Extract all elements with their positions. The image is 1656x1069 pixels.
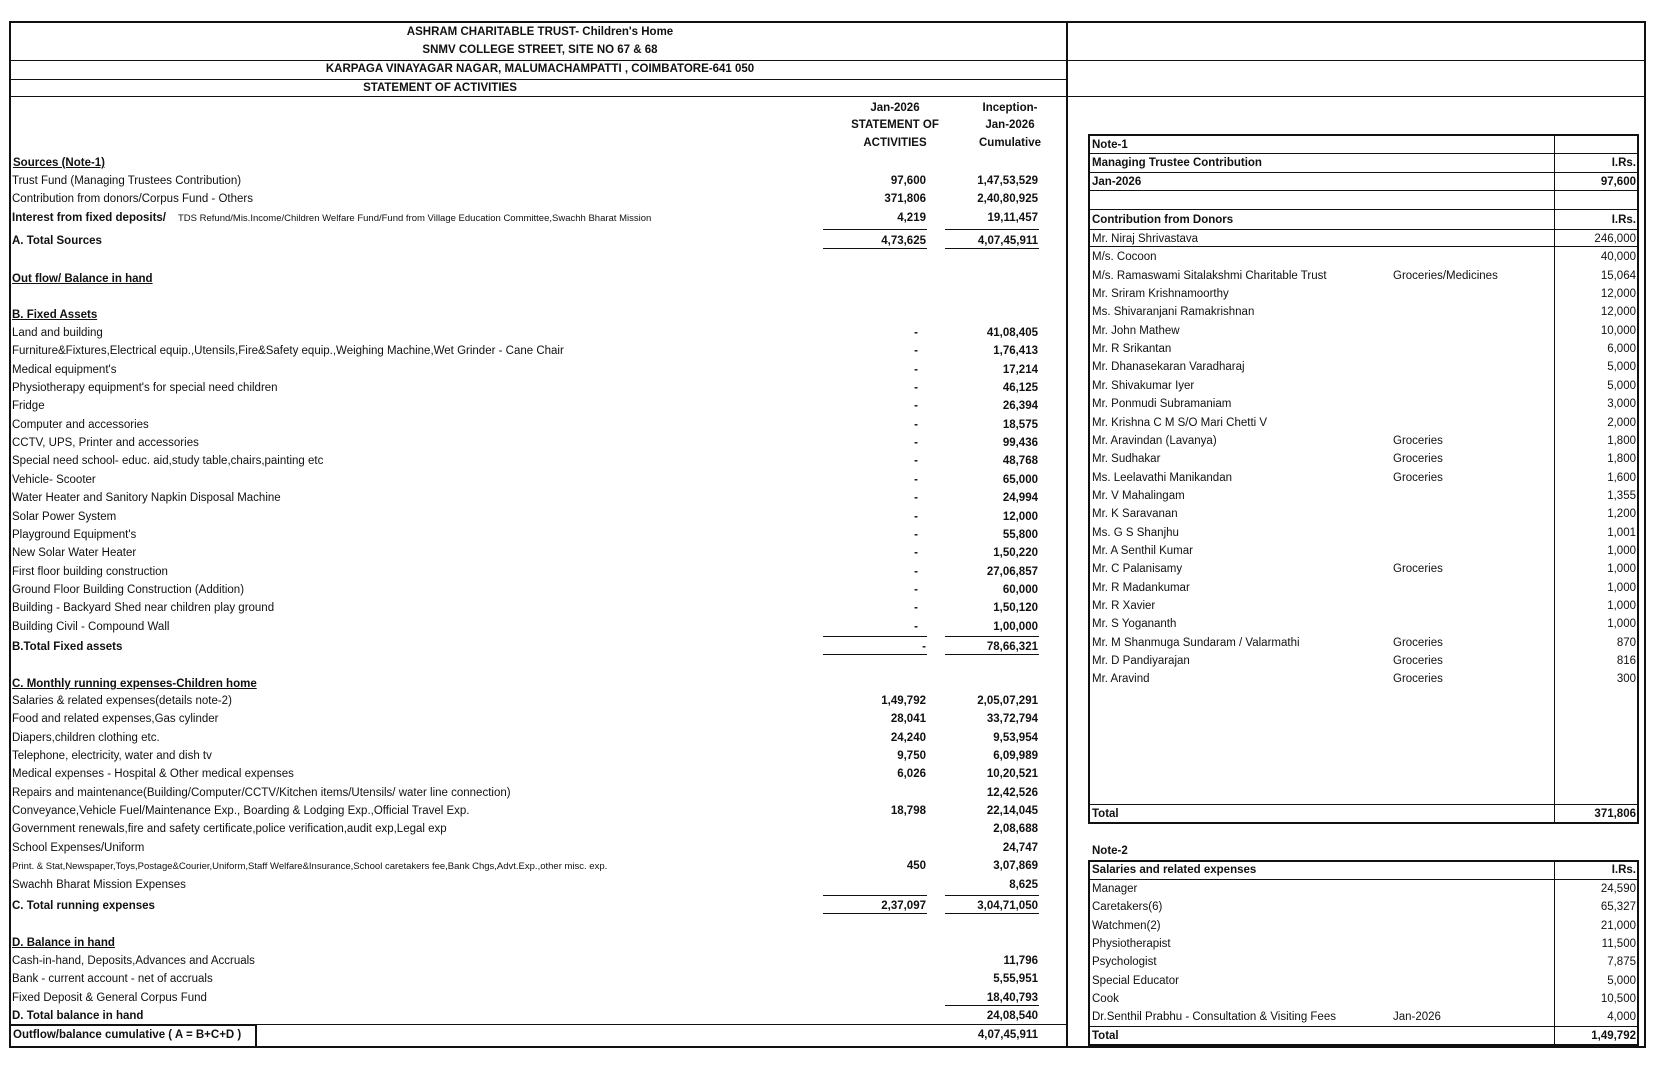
donor-name: Mr. M Shanmuga Sundaram / Valarmathi	[1092, 636, 1300, 649]
running-row-v1: 1,49,792	[881, 695, 926, 707]
donor-purpose: Groceries	[1393, 563, 1443, 576]
donor-name: Mr. R Xavier	[1092, 600, 1156, 612]
salary-row-name: Cook	[1092, 993, 1119, 1006]
donor-amount: 3,000	[1607, 398, 1636, 411]
fixed-asset-row-v2: 26,394	[1002, 400, 1038, 413]
sources-row-note: TDS Refund/Mis.Income/Children Welfare Fund/Fund from Village Education Committee,Swachh Bharat Mission	[178, 212, 652, 224]
fixed-asset-row-v2: 65,000	[1002, 473, 1038, 486]
fixed-asset-row-v1: -	[914, 327, 918, 339]
donor-amount: 300	[1616, 673, 1636, 686]
running-row-label: Food and related expenses,Gas cylinder	[12, 713, 219, 726]
fixed-asset-row-label: Building - Backyard Shed near children play ground	[12, 602, 275, 615]
running-row-label: Salaries & related expenses(details note-2)	[12, 695, 232, 707]
fa-total-under-2	[945, 654, 1039, 655]
salary-row-name: Manager	[1092, 883, 1138, 895]
note1-row-line-2	[1089, 172, 1638, 173]
donor-amount: 1,000	[1607, 563, 1636, 576]
fixed-asset-row-v2: 60,000	[1002, 583, 1038, 596]
fixed-asset-row-v1: -	[914, 583, 918, 596]
col1-head-2: STATEMENT OF	[851, 119, 939, 131]
note1-row-line-3	[1089, 190, 1638, 191]
fixed-asset-row-label: Special need school- educ. aid,study table,chairs,painting etc	[12, 455, 324, 468]
donor-amount: 15,064	[1600, 269, 1636, 282]
note1-mtc-month: Jan-2026	[1092, 176, 1142, 188]
running-row-v2: 9,53,954	[993, 731, 1038, 744]
header-divider-2	[10, 79, 1067, 80]
donor-amount: 1,000	[1607, 600, 1636, 612]
note2-total-line	[1089, 1026, 1638, 1027]
sources-total-label: A. Total Sources	[12, 235, 102, 247]
balance-row-v2: 18,40,793	[986, 991, 1038, 1004]
fixed-asset-row-label: Ground Floor Building Construction (Addition)	[12, 583, 245, 596]
salary-row-amount: 65,327	[1600, 901, 1636, 914]
fixed-asset-row-label: Fridge	[12, 400, 45, 413]
bal-total-v2: 24,08,540	[986, 1010, 1038, 1022]
fixed-asset-row-v1: -	[914, 437, 918, 450]
donor-amount: 5,000	[1607, 361, 1636, 374]
fixed-asset-row-v2: 27,06,857	[986, 565, 1038, 578]
running-row-label: Repairs and maintenance(Building/Computer/CCTV/Kitchen items/Utensils/ water line connection)	[12, 786, 511, 799]
salary-row-name: Psychologist	[1092, 956, 1157, 969]
donor-name: Mr. Aravind	[1092, 673, 1150, 686]
run-total-v1: 2,37,097	[881, 900, 926, 912]
note1-mtc-label: Managing Trustee Contribution	[1092, 157, 1262, 169]
salary-row-name: Physiotherapist	[1092, 938, 1171, 951]
fa-total-line-1	[823, 636, 927, 637]
donor-amount: 1,001	[1607, 526, 1636, 539]
fixed-asset-row-v2: 48,768	[1002, 455, 1038, 468]
fixed-asset-row-v2: 1,50,120	[993, 602, 1038, 615]
donor-name: Ms. Leelavathi Manikandan	[1092, 471, 1232, 484]
salary-row-amount: 21,000	[1600, 919, 1636, 932]
fixed-asset-row-v1: -	[914, 565, 918, 578]
note2-total-value: 1,49,792	[1591, 1030, 1636, 1042]
fixed-asset-row-v2: 18,575	[1002, 418, 1038, 431]
running-row-v1: 450	[906, 860, 926, 873]
header-line2: SNMV COLLEGE STREET, SITE NO 67 & 68	[422, 44, 658, 56]
note2-total-label: Total	[1092, 1030, 1119, 1042]
fixed-asset-row-v2: 1,00,000	[993, 620, 1038, 633]
note2-title: Note-2	[1092, 845, 1128, 857]
run-total-under-2	[945, 913, 1039, 914]
balance-row-v2: 5,55,951	[993, 973, 1038, 986]
donor-purpose: Groceries	[1393, 636, 1443, 649]
donor-purpose: Groceries/Medicines	[1393, 269, 1498, 282]
fixed-asset-row-v2: 24,994	[1002, 492, 1038, 505]
note1-donors-unit: I.Rs.	[1611, 214, 1636, 226]
fixed-asset-row-v1: -	[914, 528, 918, 541]
balance-row-label: Bank - current account - net of accruals	[12, 973, 213, 986]
donor-amount: 1,800	[1607, 434, 1636, 447]
running-row-v1: 18,798	[890, 805, 926, 818]
fixed-asset-row-label: Physiotherapy equipment's for special need children	[12, 382, 278, 395]
donor-name: Mr. Sriram Krishnamoorthy	[1092, 288, 1229, 301]
running-row-label: Swachh Bharat Mission Expenses	[12, 878, 186, 891]
running-row-v2: 6,09,989	[993, 750, 1038, 763]
sources-row-label: Trust Fund (Managing Trustees Contribution)	[12, 175, 242, 187]
balance-row-label: Cash-in-hand, Deposits,Advances and Accruals	[12, 955, 255, 967]
donor-name: Mr. John Mathew	[1092, 324, 1180, 337]
donor-name: M/s. Cocoon	[1092, 251, 1157, 264]
fixed-asset-row-label: Playground Equipment's	[12, 528, 137, 541]
donor-name: Mr. Niraj Shrivastava	[1092, 233, 1199, 245]
donor-name: Mr. R Madankumar	[1092, 581, 1190, 594]
donor-amount: 870	[1616, 636, 1636, 649]
fa-total-v1: -	[922, 641, 926, 653]
running-heading: C. Monthly running expenses-Children home	[12, 678, 257, 690]
note2-label: Salaries and related expenses	[1092, 864, 1257, 876]
note1-row-line-5	[1089, 229, 1638, 230]
fixed-asset-row-v1: -	[914, 510, 918, 523]
fixed-asset-row-label: Water Heater and Sanitory Napkin Disposal Machine	[12, 492, 281, 505]
donor-amount: 1,600	[1607, 471, 1636, 484]
sources-total-v1: 4,73,625	[881, 235, 926, 247]
fixed-asset-row-v2: 99,436	[1002, 437, 1038, 450]
run-total-line-1	[823, 895, 927, 896]
salary-row-name: Special Educator	[1092, 974, 1179, 987]
note1-mtc-value: 97,600	[1600, 176, 1636, 188]
note1-row-line-4	[1089, 209, 1638, 210]
sources-row-v2: 19,11,457	[987, 211, 1038, 224]
balance-row-label: Fixed Deposit & General Corpus Fund	[12, 991, 207, 1004]
donor-amount: 1,000	[1607, 581, 1636, 594]
fixed-asset-row-label: Solar Power System	[12, 510, 117, 523]
fixed-asset-row-v2: 17,214	[1002, 363, 1038, 376]
salary-row-amount: 5,000	[1607, 974, 1636, 987]
sources-row-v1: 371,806	[884, 193, 926, 206]
salary-row-amount: 7,875	[1607, 956, 1636, 969]
cumulative-label: Outflow/balance cumulative ( A = B+C+D )	[13, 1029, 242, 1041]
donor-name: Ms. Shivaranjani Ramakrishnan	[1092, 306, 1255, 319]
salary-row-amount: 11,500	[1601, 938, 1636, 951]
balance-row-v2: 11,796	[1003, 955, 1038, 967]
note1-donors-label: Contribution from Donors	[1092, 214, 1234, 226]
header-divider-1	[10, 60, 1067, 61]
fixed-asset-row-v2: 1,76,413	[993, 345, 1038, 358]
fixed-asset-row-v1: -	[914, 492, 918, 505]
running-row-v1: 6,026	[897, 768, 926, 781]
donor-amount: 1,000	[1607, 618, 1636, 631]
note1-total-value: 371,806	[1594, 808, 1636, 820]
donor-amount: 12,000	[1600, 306, 1636, 319]
donor-amount: 1,800	[1607, 453, 1636, 466]
fixed-asset-row-v2: 46,125	[1002, 382, 1038, 395]
donor-name: Ms. G S Shanjhu	[1092, 526, 1179, 539]
fa-total-v2: 78,66,321	[986, 641, 1038, 653]
fixed-asset-row-v1: -	[914, 602, 918, 615]
running-row-v1: 9,750	[897, 750, 926, 763]
col2-head-3: Cumulative	[979, 137, 1041, 149]
fa-total-line-2	[945, 636, 1039, 637]
fixed-asset-row-v2: 12,000	[1002, 510, 1038, 523]
notes-divider-1	[1067, 60, 1645, 61]
header-divider-3	[10, 96, 1067, 97]
note2-row-line-1	[1089, 879, 1638, 880]
header-line4: STATEMENT OF ACTIVITIES	[363, 82, 517, 94]
fa-total-label: B.Total Fixed assets	[12, 641, 123, 653]
running-row-v2: 22,14,045	[986, 805, 1038, 818]
donor-name: Mr. Shivakumar Iyer	[1092, 379, 1195, 392]
sources-row-v1: 4,219	[897, 211, 926, 224]
col2-head-2: Jan-2026	[985, 119, 1035, 131]
running-row-v1: 28,041	[890, 713, 926, 726]
running-row-label: Medical expenses - Hospital & Other medical expenses	[12, 768, 294, 781]
donor-name: Mr. Krishna C M S/O Mari Chetti V	[1092, 416, 1268, 429]
running-row-label: School Expenses/Uniform	[12, 841, 145, 854]
fixed-asset-row-v2: 55,800	[1002, 528, 1038, 541]
notes-divider-2	[1067, 96, 1645, 97]
bal-total-line	[945, 1005, 1039, 1006]
sources-total-under-2	[945, 248, 1039, 249]
run-total-under-1	[823, 913, 927, 914]
fixed-asset-row-v1: -	[914, 418, 918, 431]
donor-name: Mr. K Saravanan	[1092, 508, 1178, 521]
fixed-asset-row-label: New Solar Water Heater	[12, 547, 137, 560]
donor-amount: 6,000	[1607, 343, 1636, 356]
salary-row-name: Caretakers(6)	[1092, 901, 1163, 914]
fixed-asset-row-label: First floor building construction	[12, 565, 168, 578]
sources-row-v1: 97,600	[890, 175, 926, 187]
donor-name: Mr. C Palanisamy	[1092, 563, 1183, 576]
note1-total-label: Total	[1092, 808, 1119, 820]
note2-unit: I.Rs.	[1611, 864, 1636, 876]
running-row-v2: 2,08,688	[993, 823, 1038, 836]
donor-purpose: Groceries	[1393, 673, 1443, 686]
running-row-v2: 8,625	[1009, 878, 1038, 891]
run-total-v2: 3,04,71,050	[977, 900, 1038, 912]
fixed-asset-row-v2: 41,08,405	[986, 327, 1038, 339]
fixed-asset-row-label: Furniture&Fixtures,Electrical equip.,Utensils,Fire&Safety equip.,Weighing Machine,Wet Grinder - Cane Chair	[12, 345, 564, 358]
running-row-v2: 33,72,794	[986, 713, 1038, 726]
fixed-asset-row-label: Vehicle- Scooter	[12, 473, 96, 486]
donor-name: M/s. Ramaswami Sitalakshmi Charitable Trust	[1092, 269, 1327, 282]
note1-mtc-unit: I.Rs.	[1611, 157, 1636, 169]
note1-row-line-6	[1089, 246, 1638, 247]
running-row-v2: 2,05,07,291	[977, 695, 1038, 707]
donor-amount: 12,000	[1600, 288, 1636, 301]
running-row-v2: 10,20,521	[986, 768, 1038, 781]
fixed-asset-row-v1: -	[914, 382, 918, 395]
running-row-label: Government renewals,fire and safety certificate,police verification,audit exp,Legal exp	[12, 823, 447, 836]
running-row-v2: 3,07,869	[993, 860, 1038, 873]
fixed-asset-row-label: Land and building	[12, 327, 103, 339]
note1-amount-col-line	[1554, 135, 1555, 823]
run-total-label: C. Total running expenses	[12, 900, 155, 912]
donor-amount: 10,000	[1600, 324, 1636, 337]
sources-row-v2: 1,47,53,529	[977, 175, 1038, 187]
fixed-asset-row-v1: -	[914, 455, 918, 468]
salary-row-name: Dr.Senthil Prabhu - Consultation & Visiting Fees	[1092, 1011, 1336, 1024]
run-total-line-2	[945, 895, 1039, 896]
fixed-asset-row-v1: -	[914, 473, 918, 486]
fixed-asset-row-v1: -	[914, 363, 918, 376]
col2-head-1: Inception-	[982, 102, 1038, 114]
donor-purpose: Groceries	[1393, 655, 1443, 668]
col1-head-3: ACTIVITIES	[863, 137, 927, 149]
running-row-v2: 24,747	[1002, 841, 1038, 854]
col1-head-1: Jan-2026	[870, 102, 920, 114]
donor-amount: 1,200	[1607, 508, 1636, 521]
donor-name: Mr. Dhanasekaran Varadharaj	[1092, 361, 1245, 374]
header-line1: ASHRAM CHARITABLE TRUST- Children's Home	[406, 26, 674, 38]
donor-amount: 1,000	[1607, 544, 1636, 557]
sources-total-line-1	[823, 229, 927, 230]
donor-amount: 246,000	[1594, 233, 1636, 245]
fixed-asset-row-label: CCTV, UPS, Printer and accessories	[12, 437, 199, 450]
fixed-asset-row-label: Computer and accessories	[12, 418, 149, 431]
donor-name: Mr. Sudhakar	[1092, 453, 1161, 466]
donor-name: Mr. D Pandiyarajan	[1092, 655, 1190, 668]
note1-row-line-1	[1089, 153, 1638, 154]
sources-total-line-2	[945, 229, 1039, 230]
fixed-asset-row-v2: 1,50,220	[993, 547, 1038, 560]
note1-title: Note-1	[1092, 139, 1128, 151]
cumulative-v2: 4,07,45,911	[977, 1029, 1038, 1041]
donor-name: Mr. Ponmudi Subramaniam	[1092, 398, 1232, 411]
fixed-assets-heading: B. Fixed Assets	[12, 309, 98, 321]
sources-total-under-1	[823, 248, 927, 249]
running-row-label: Print. & Stat,Newspaper,Toys,Postage&Courier,Uniform,Staff Welfare&Insurance,School caretakers fee,Bank Chgs,Advt.Exp.,other misc. exp.	[12, 861, 608, 873]
running-row-label: Telephone, electricity, water and dish tv	[12, 750, 212, 763]
sources-row-label: Interest from fixed deposits/	[12, 211, 167, 224]
header-line3: KARPAGA VINAYAGAR NAGAR, MALUMACHAMPATTI , COIMBATORE-641 050	[325, 63, 755, 75]
donor-name: Mr. A Senthil Kumar	[1092, 544, 1193, 557]
salary-row-amount: 24,590	[1600, 883, 1636, 895]
running-row-v1: 24,240	[890, 731, 926, 744]
donor-name: Mr. R Srikantan	[1092, 343, 1172, 356]
running-row-label: Diapers,children clothing etc.	[12, 731, 160, 744]
donor-amount: 816	[1616, 655, 1636, 668]
fixed-asset-row-label: Building Civil - Compound Wall	[12, 620, 170, 633]
fixed-asset-row-v1: -	[914, 620, 918, 633]
donor-name: Mr. Aravindan (Lavanya)	[1092, 434, 1217, 447]
donor-amount: 2,000	[1607, 416, 1636, 429]
sources-heading: Sources (Note-1)	[13, 157, 106, 169]
running-row-label: Conveyance,Vehicle Fuel/Maintenance Exp., Boarding & Lodging Exp.,Official Travel Exp.	[12, 805, 470, 818]
salary-row-name: Watchmen(2)	[1092, 919, 1161, 932]
salary-row-amount: 4,000	[1607, 1011, 1636, 1024]
salary-row-extra: Jan-2026	[1393, 1011, 1441, 1024]
donor-amount: 5,000	[1607, 379, 1636, 392]
outflow-heading: Out flow/ Balance in hand	[12, 273, 153, 285]
fixed-asset-row-v1: -	[914, 400, 918, 413]
sources-total-v2: 4,07,45,911	[977, 235, 1038, 247]
salary-row-amount: 10,500	[1600, 993, 1636, 1006]
fixed-asset-row-label: Medical equipment's	[12, 363, 117, 376]
bal-total-label: D. Total balance in hand	[12, 1010, 144, 1022]
running-row-v2: 12,42,526	[986, 786, 1038, 799]
sources-row-label: Contribution from donors/Corpus Fund - Others	[12, 193, 253, 206]
donor-purpose: Groceries	[1393, 434, 1443, 447]
donor-purpose: Groceries	[1393, 453, 1443, 466]
note1-total-line	[1089, 804, 1638, 805]
donor-name: Mr. S Yogananth	[1092, 618, 1177, 631]
fa-total-under-1	[823, 654, 927, 655]
donor-name: Mr. V Mahalingam	[1092, 489, 1185, 502]
donor-purpose: Groceries	[1393, 471, 1443, 484]
fixed-asset-row-v1: -	[914, 345, 918, 358]
note2-amount-col-line	[1554, 861, 1555, 1045]
donor-amount: 40,000	[1600, 251, 1636, 264]
donor-amount: 1,355	[1607, 489, 1636, 502]
balance-heading: D. Balance in hand	[12, 937, 115, 949]
sources-row-v2: 2,40,80,925	[977, 193, 1038, 206]
fixed-asset-row-v1: -	[914, 547, 918, 560]
